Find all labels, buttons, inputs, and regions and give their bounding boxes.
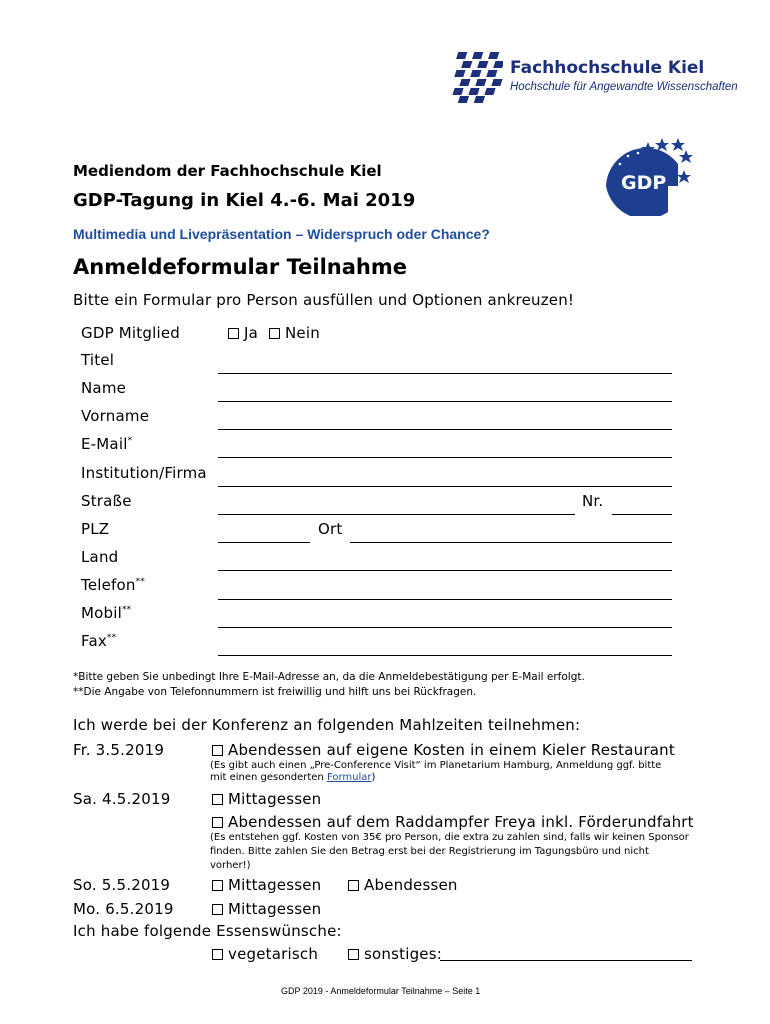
nr-label: Nr. — [582, 492, 604, 510]
nr-field[interactable] — [612, 514, 672, 515]
name-label: Name — [81, 379, 127, 397]
plz-field[interactable] — [218, 542, 310, 543]
email-note: *Bitte geben Sie unbedingt Ihre E-Mail-Adresse an, da die Anmeldebestätigung per E-Mail erfolgt. — [73, 671, 585, 683]
page-footer: GDP 2019 - Anmeldeformular Teilnahme – Seite 1 — [281, 986, 481, 996]
fr-dinner-option[interactable]: Abendessen auf eigene Kosten in einem Kieler Restaurant — [212, 741, 675, 759]
land-field[interactable] — [218, 570, 672, 571]
member-no-checkbox[interactable] — [269, 328, 280, 339]
other-option[interactable]: sonstiges: — [348, 945, 442, 963]
member-options — [228, 324, 320, 342]
fh-kiel-logo-title: Fachhochschule Kiel — [510, 58, 705, 78]
land-label: Land — [81, 548, 119, 566]
so-date: So. 5.5.2019 — [73, 876, 171, 894]
sa-dinner-option[interactable]: Abendessen auf dem Raddampfer Freya inkl. Förderundfahrt — [212, 813, 694, 831]
fr-note-line2: mit einen gesonderten Formular) — [210, 772, 376, 783]
so-dinner-checkbox[interactable] — [348, 880, 359, 891]
fr-dinner-checkbox[interactable] — [212, 745, 223, 756]
sa-dinner-checkbox[interactable] — [212, 817, 223, 828]
mo-date: Mo. 6.5.2019 — [73, 900, 174, 918]
fh-kiel-logo-mark — [445, 50, 503, 104]
email-field[interactable] — [218, 457, 672, 458]
vorname-label: Vorname — [81, 407, 150, 425]
fr-date: Fr. 3.5.2019 — [73, 741, 165, 759]
so-lunch-option[interactable]: Mittagessen — [212, 876, 321, 894]
plz-label: PLZ — [81, 520, 110, 538]
event-subtitle: Multimedia und Livepräsentation – Widerspruch oder Chance? — [73, 226, 490, 242]
veg-checkbox[interactable] — [212, 949, 223, 960]
email-label: E-Mail* — [81, 435, 133, 453]
formular-link[interactable]: Formular — [326, 772, 372, 783]
mo-lunch-option[interactable]: Mittagessen — [212, 900, 321, 918]
member-yes-option[interactable]: Ja — [228, 324, 258, 342]
meals-intro: Ich werde bei der Konferenz an folgenden Mahlzeiten teilnehmen: — [73, 716, 581, 734]
ort-label: Ort — [318, 520, 343, 538]
fax-field[interactable] — [218, 655, 672, 656]
other-checkbox[interactable] — [348, 949, 359, 960]
member-no-option[interactable]: Nein — [269, 324, 320, 342]
titel-field[interactable] — [218, 373, 672, 374]
sa-lunch-option[interactable]: Mittagessen — [212, 790, 321, 808]
fr-note-line1: (Es gibt auch einen „Pre-Conference Visit“ im Planetarium Hamburg, Anmeldung ggf. bitte — [210, 760, 662, 771]
event-heading: GDP-Tagung in Kiel 4.-6. Mai 2019 — [73, 190, 416, 211]
strasse-label: Straße — [81, 492, 132, 510]
so-lunch-checkbox[interactable] — [212, 880, 223, 891]
sa-note: (Es entstehen ggf. Kosten von 35€ pro Person, die extra zu zahlen sind, falls wir keinen Sponsor finden. Bitte zahlen Sie den Betrag erst bei der Registrierung im Tagungsbüro und nicht vorher!) — [210, 832, 689, 871]
telefon-label: Telefon** — [81, 576, 146, 594]
ort-field[interactable] — [350, 542, 672, 543]
sa-lunch-checkbox[interactable] — [212, 794, 223, 805]
other-field[interactable] — [440, 960, 692, 961]
form-instruction: Bitte ein Formular pro Person ausfüllen und Optionen ankreuzen! — [73, 291, 575, 309]
mo-lunch-checkbox[interactable] — [212, 904, 223, 915]
gdp-logo-text: GDP — [621, 172, 667, 194]
vorname-field[interactable] — [218, 429, 672, 430]
mobil-field[interactable] — [218, 627, 672, 628]
veg-option[interactable]: vegetarisch — [212, 945, 318, 963]
telefon-field[interactable] — [218, 599, 672, 600]
strasse-field[interactable] — [218, 514, 575, 515]
name-field[interactable] — [218, 401, 672, 402]
mobil-label: Mobil** — [81, 604, 132, 622]
so-dinner-option[interactable]: Abendessen — [348, 876, 458, 894]
institution-label: Institution/Firma — [81, 464, 207, 482]
form-title: Anmeldeformular Teilnahme — [73, 255, 407, 279]
titel-label: Titel — [81, 351, 115, 369]
sa-date: Sa. 4.5.2019 — [73, 790, 171, 808]
venue-heading: Mediendom der Fachhochschule Kiel — [73, 162, 382, 180]
member-yes-checkbox[interactable] — [228, 328, 239, 339]
wishes-label: Ich habe folgende Essenswünsche: — [73, 922, 342, 940]
phone-note: **Die Angabe von Telefonnummern ist freiwillig und hilft uns bei Rückfragen. — [73, 686, 477, 698]
fax-label: Fax** — [81, 632, 117, 650]
institution-field[interactable] — [218, 486, 672, 487]
fh-kiel-logo-subtitle: Hochschule für Angewandte Wissenschaften — [510, 81, 738, 93]
member-label: GDP Mitglied — [81, 324, 180, 342]
